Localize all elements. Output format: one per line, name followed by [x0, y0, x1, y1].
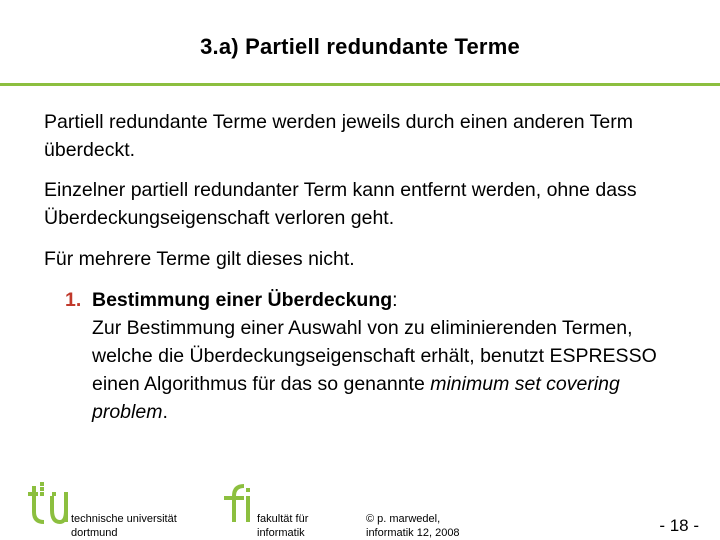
- list-item-heading: Bestimmung einer Überdeckung: [92, 289, 393, 311]
- tu-logo-icon: [28, 482, 68, 540]
- list-item-body-text: Zur Bestimmung einer Auswahl von zu eliminierenden Termen, welche die Überdeckungseigenschaft erhält, benutzt ESPRESSO einen Algorithmus für das so genannte: [92, 317, 657, 395]
- list-item-header: [65, 286, 695, 314]
- paragraph-1: Partiell redundante Terme werden jeweils durch einen anderen Term überdeckt.: [44, 111, 633, 161]
- fi-logo-icon: [214, 482, 254, 540]
- list-item-colon: :: [392, 289, 398, 311]
- copyright-notice: © p. marwedel, informatik 12, 2008: [366, 513, 460, 539]
- paragraph-2: Einzelner partiell redundanter Term kann entfernt werden, ohne dass Überdeckungseigenschaft verloren geht.: [44, 179, 637, 229]
- list-number: 1.: [65, 289, 82, 311]
- paragraph-3: Für mehrere Terme gilt dieses nicht.: [44, 248, 355, 270]
- faculty-name: fakultät für informatik: [257, 513, 309, 539]
- list-item-body-end: .: [162, 401, 168, 423]
- list-item-body-emphasis: minimum set covering problem: [92, 373, 620, 423]
- university-name: technische universität dortmund: [71, 513, 177, 539]
- list-item-body: [92, 314, 695, 426]
- page-number: - 18 -: [659, 516, 699, 535]
- slide-title: 3.a) Partiell redundante Terme: [200, 34, 520, 59]
- numbered-list-item: [65, 286, 695, 426]
- title-underline: [0, 83, 720, 86]
- footer: [0, 478, 720, 540]
